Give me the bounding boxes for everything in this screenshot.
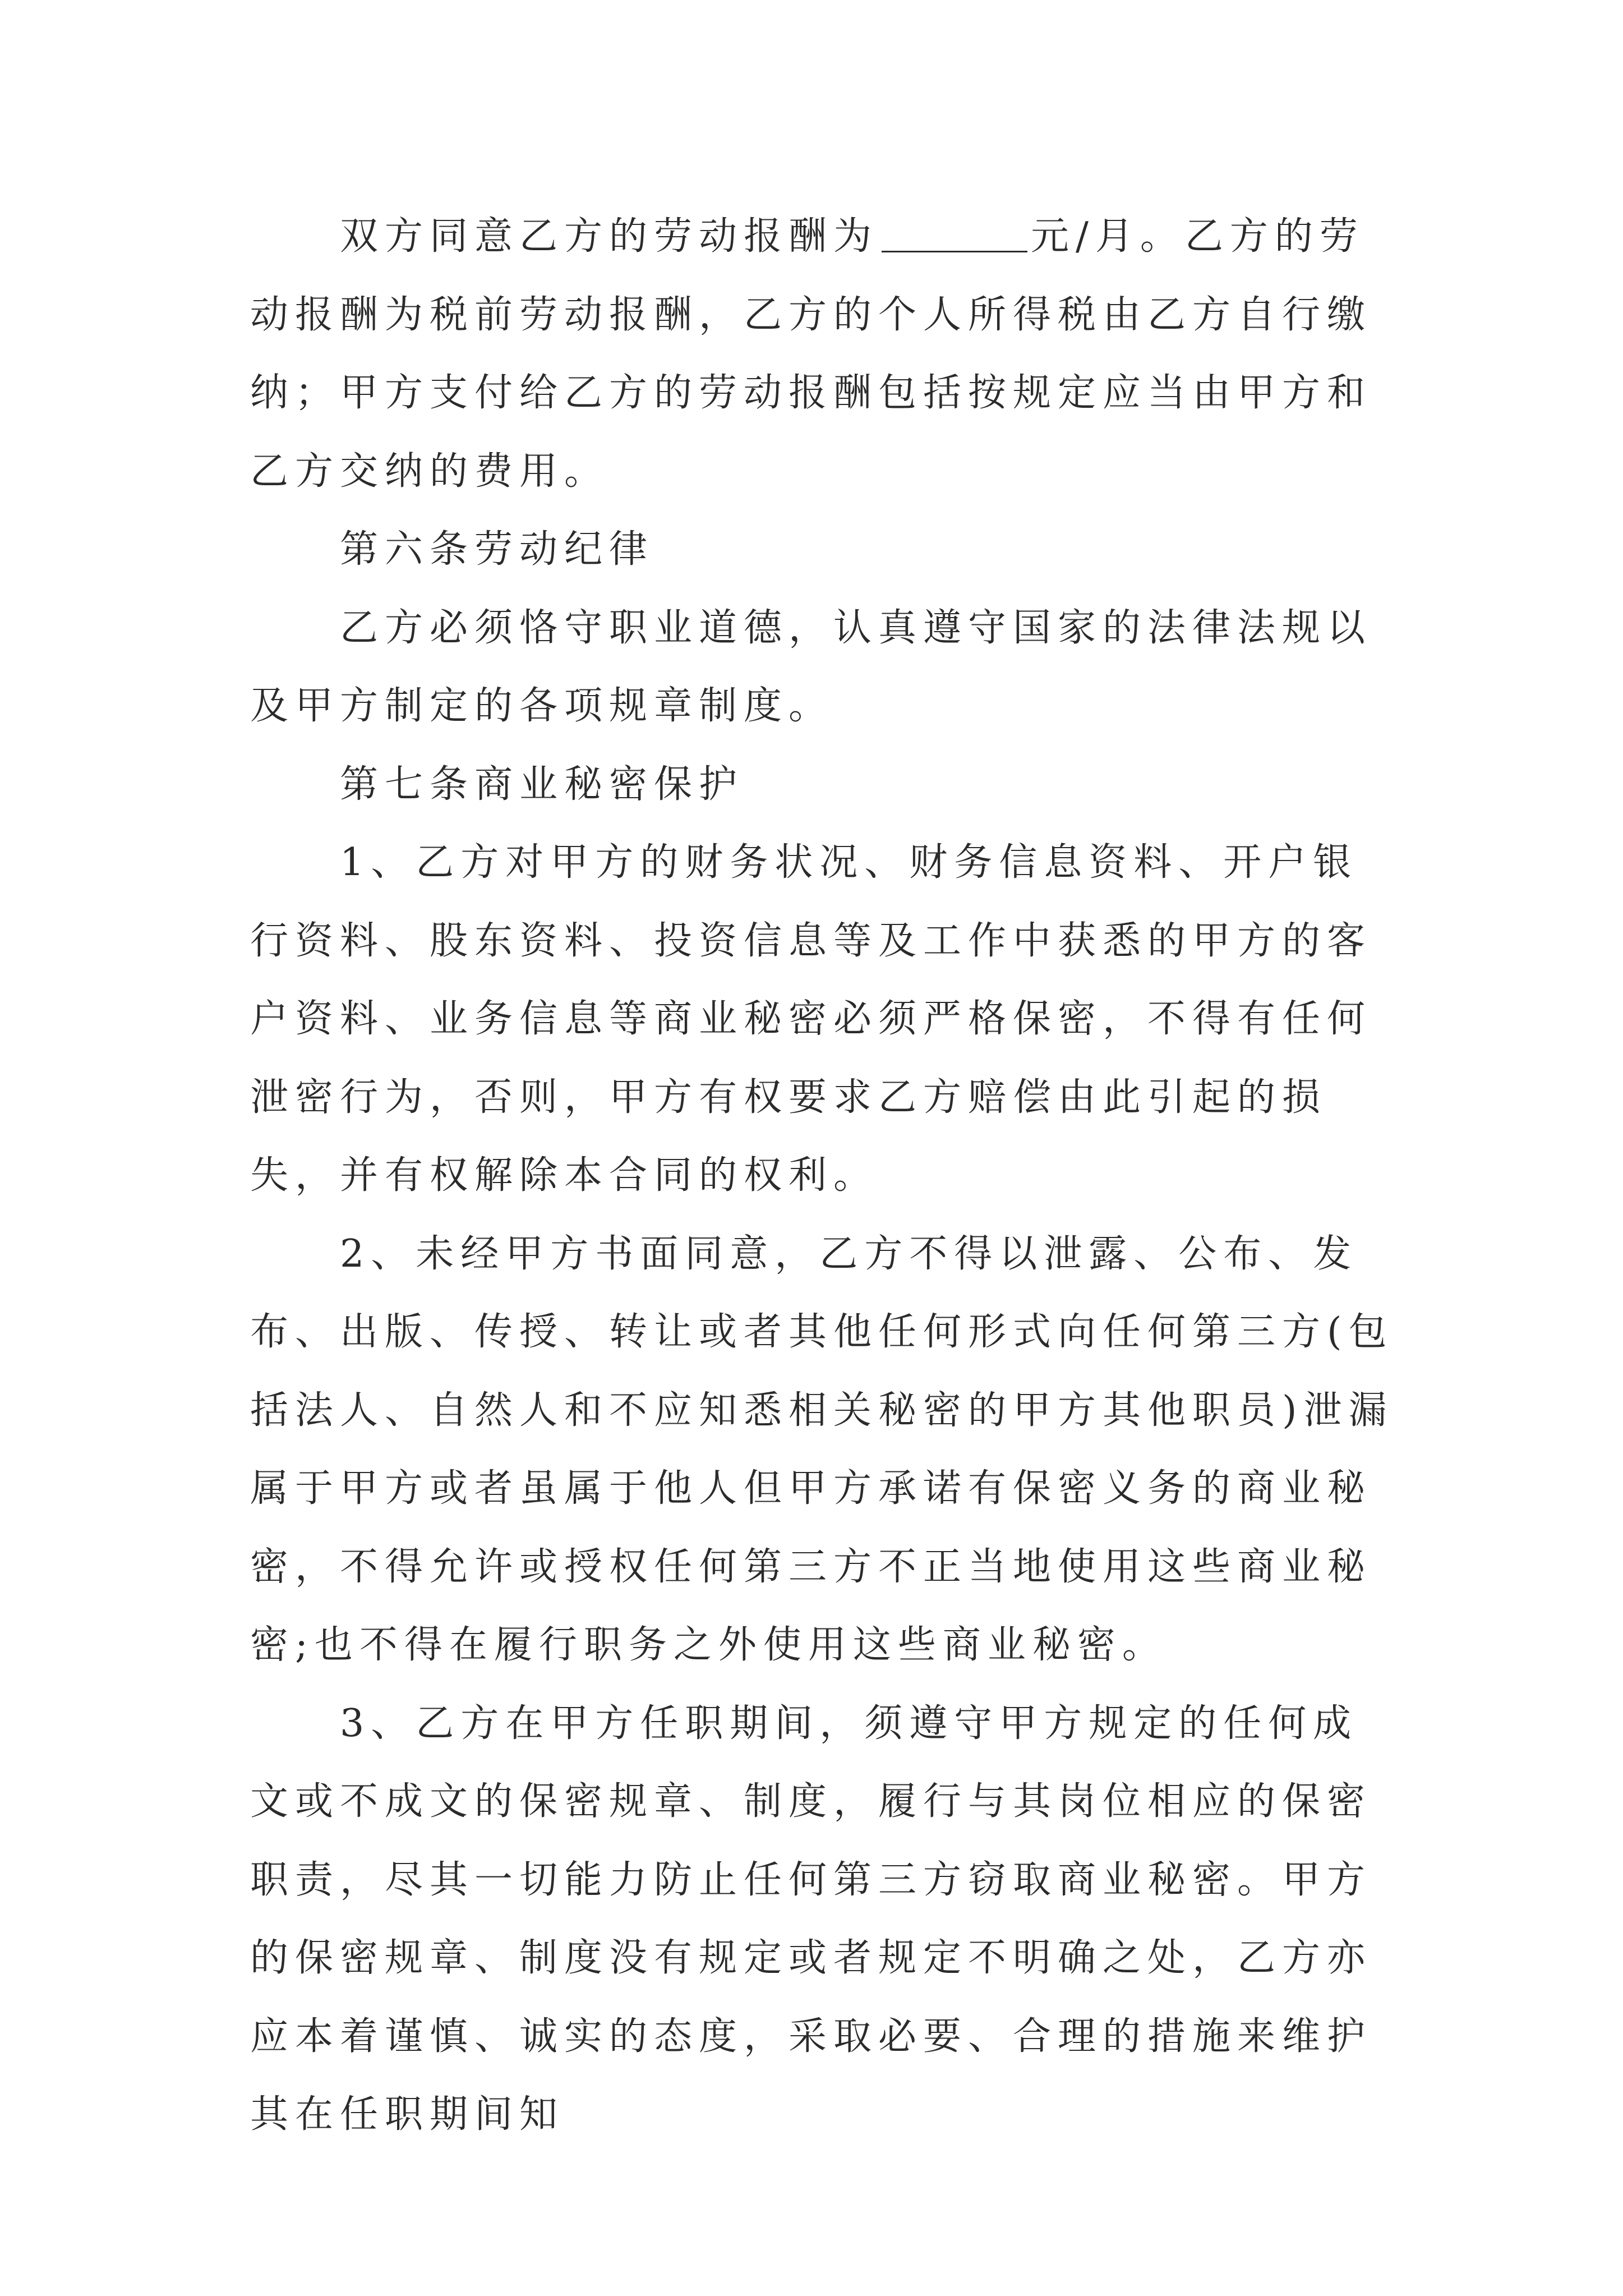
paragraph-secret-1: 1、乙方对甲方的财务状况、财务信息资料、开户银行资料、股东资料、投资信息等及工作中获悉的甲方的客户资料、业务信息等商业秘密必须严格保密，不得有任何泄密行为，否则，甲方有权要求乙方赔偿由此引起的损失，并有权解除本合同的权利。 [250,840,1372,1198]
document-body [250,197,1394,2154]
article-7-heading: 第七条商业秘密保护 [340,762,744,807]
paragraph-discipline: 乙方必须恪守职业道德，认真遵守国家的法律法规以及甲方制定的各项规章制度。 [250,605,1372,728]
paragraph-secret-3: 3、乙方在甲方任职期间，须遵守甲方规定的任何成文或不成文的保密规章、制度，履行与其岗位相应的保密职责，尽其一切能力防止任何第三方窃取商业秘密。甲方的保密规章、制度没有规定或者规定不明确之处，乙方亦应本着谨慎、诚实的态度，采取必要、合理的措施来维护其在任职期间知 [250,1701,1372,2137]
blank-field [882,213,1027,252]
paragraph-text: 双方同意乙方的劳动报酬为 [340,214,879,259]
paragraph-remuneration [250,197,1394,510]
article-6-heading: 第六条劳动纪律 [340,527,654,572]
paragraph-text: 元/月。乙方的劳动报酬为税前劳动报酬，乙方的个人所得税由乙方自行缴纳；甲方支付给乙方的劳动报酬包括按规定应当由甲方和乙方交纳的费用。 [250,214,1372,494]
paragraph-secret-2: 2、未经甲方书面同意，乙方不得以泄露、公布、发布、出版、传授、转让或者其他任何形式向任何第三方(包括法人、自然人和不应知悉相关秘密的甲方其他职员)泄漏属于甲方或者虽属于他人但甲方承诺有保密义务的商业秘密，不得允许或授权任何第三方不正当地使用这些商业秘密;也不得在履行职务之外使用这些商业秘密。 [250,1231,1394,1667]
